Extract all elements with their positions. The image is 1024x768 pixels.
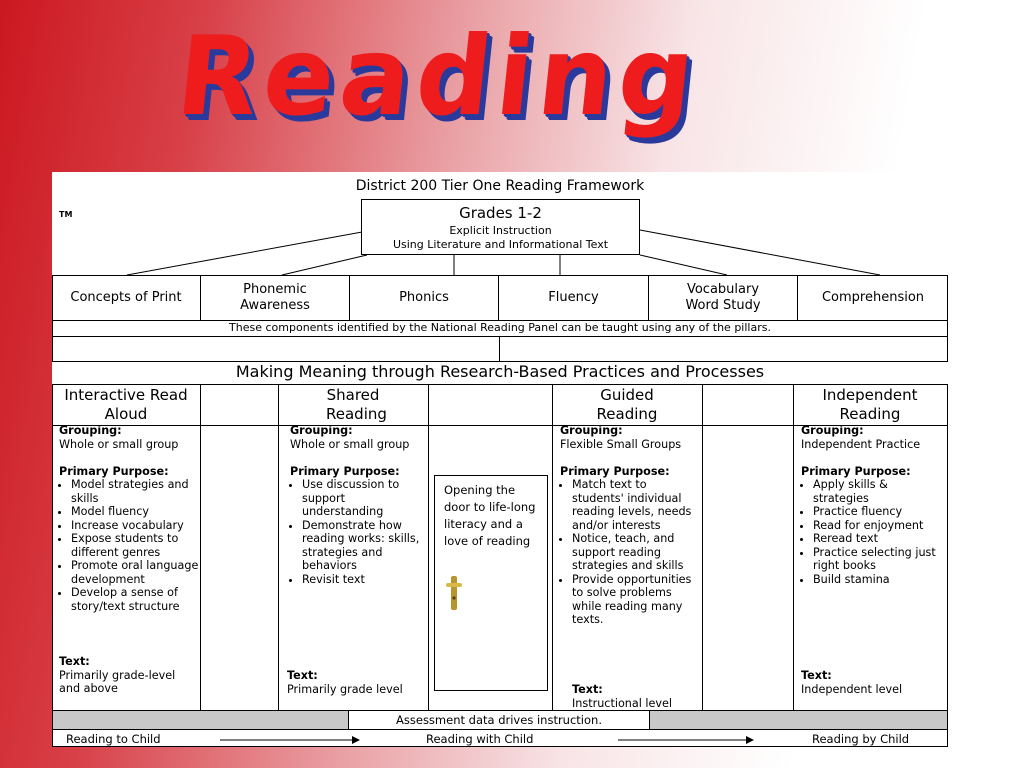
arrow-right-icon [220,735,360,745]
pillar-fluency: Fluency [499,275,649,320]
grades-line2: Using Literature and Informational Text [392,238,609,251]
col-guided-reading [560,424,700,627]
col-header-independent-reading: Independent Reading [822,386,918,423]
col-independent-reading [801,424,946,586]
grouping-value: Independent Practice [801,437,921,451]
purpose-item: • Read for enjoyment [813,519,946,533]
text-value: Independent level [801,682,903,696]
grouping-value: Whole or small group [59,437,179,451]
purpose-item: • Model fluency [71,505,199,519]
purpose-label: Primary Purpose: [290,464,400,478]
purpose-item: • Develop a sense of story/text structure [71,586,199,613]
pillar-concepts-of-print: Concepts of Print [52,275,201,320]
purpose-label: Primary Purpose: [560,464,670,478]
col-guided-reading-text [572,683,700,710]
purpose-item: • Use discussion to support understanding [302,478,426,519]
purpose-item: • Expose students to different genres [71,532,199,559]
trademark-mark: TM [59,210,73,219]
purpose-item: • Demonstrate how reading works: skills, strategies and behaviors [302,519,426,573]
purpose-label: Primary Purpose: [801,464,911,478]
purpose-item: • Increase vocabulary [71,519,199,533]
col-shared-reading [290,424,426,586]
text-label: Text: [801,669,832,682]
col-header-shared-reading: Shared Reading [326,386,387,423]
grouping-label: Grouping: [801,424,864,437]
meaning-header: Making Meaning through Research-Based Practices and Processes [235,362,765,381]
slide-title: Reading [171,11,707,141]
purpose-label: Primary Purpose: [59,464,169,478]
purpose-list [560,478,700,627]
purpose-item: • Promote oral language development [71,559,199,586]
grades-title: Grades 1-2 [459,204,542,222]
purpose-list [290,478,426,586]
purpose-item: • Practice fluency [813,505,946,519]
grouping-label: Grouping: [290,424,353,437]
grouping-value: Whole or small group [290,437,410,451]
col-interactive-read-aloud-text [59,655,195,696]
col-header-interactive-read-aloud: Interactive Read Aloud [64,386,188,423]
purpose-list [59,478,199,613]
purpose-item: • Model strategies and skills [71,478,199,505]
door-text: Opening the door to life-long literacy and a love of reading [444,483,536,548]
purpose-item: • Build stamina [813,573,946,587]
text-label: Text: [287,669,318,682]
purpose-item: • Reread text [813,532,946,546]
grouping-label: Grouping: [59,424,122,437]
framework-title: District 200 Tier One Reading Framework [355,178,645,194]
door-handle-icon [446,576,462,610]
assessment-gray-left [52,710,349,730]
grouping-label: Grouping: [560,424,623,437]
text-value: Instructional level [572,696,672,710]
framework-document [52,172,948,747]
pillar-vocabulary: Vocabulary Word Study [649,275,798,320]
purpose-item: • Revisit text [302,573,426,587]
arrow-right-icon [618,735,754,745]
purpose-item: • Notice, teach, and support reading strategies and skills [572,532,700,573]
purpose-item: • Apply skills & strategies [813,478,946,505]
continuum-reading-with-child: Reading with Child [426,732,534,746]
assessment-box [348,710,650,730]
nrp-note: These components identified by the National Reading Panel can be taught using any of the pillars. [229,321,771,334]
purpose-list [801,478,946,586]
text-value: Primarily grade level [287,682,403,696]
col-independent-reading-text [801,669,941,696]
col-shared-reading-text [287,669,423,696]
connector-lines [52,172,948,282]
purpose-item: • Practice selecting just right books [813,546,946,573]
pillar-comprehension: Comprehension [821,289,925,305]
continuum-reading-to-child: Reading to Child [66,732,161,746]
assessment-gray-right [649,710,948,730]
purpose-item: • Provide opportunities to solve problems while reading many texts. [572,573,700,627]
grades-line1: Explicit Instruction [449,224,552,237]
pillar-phonemic-awareness: Phonemic Awareness [201,275,350,320]
door-box [434,475,548,691]
continuum-reading-by-child: Reading by Child [812,732,910,746]
col-interactive-read-aloud [59,424,199,613]
text-label: Text: [572,683,603,696]
col-header-guided-reading: Guided Reading [596,386,658,423]
purpose-item: • Match text to students' individual reading levels, needs and/or interests [572,478,700,532]
blank-row [52,336,948,362]
grouping-value: Flexible Small Groups [560,437,682,451]
text-label: Text: [59,655,90,668]
assessment-text: Assessment data drives instruction. [396,713,602,727]
pillar-phonics: Phonics [350,275,499,320]
text-value: Primarily grade-level and above [59,668,176,695]
